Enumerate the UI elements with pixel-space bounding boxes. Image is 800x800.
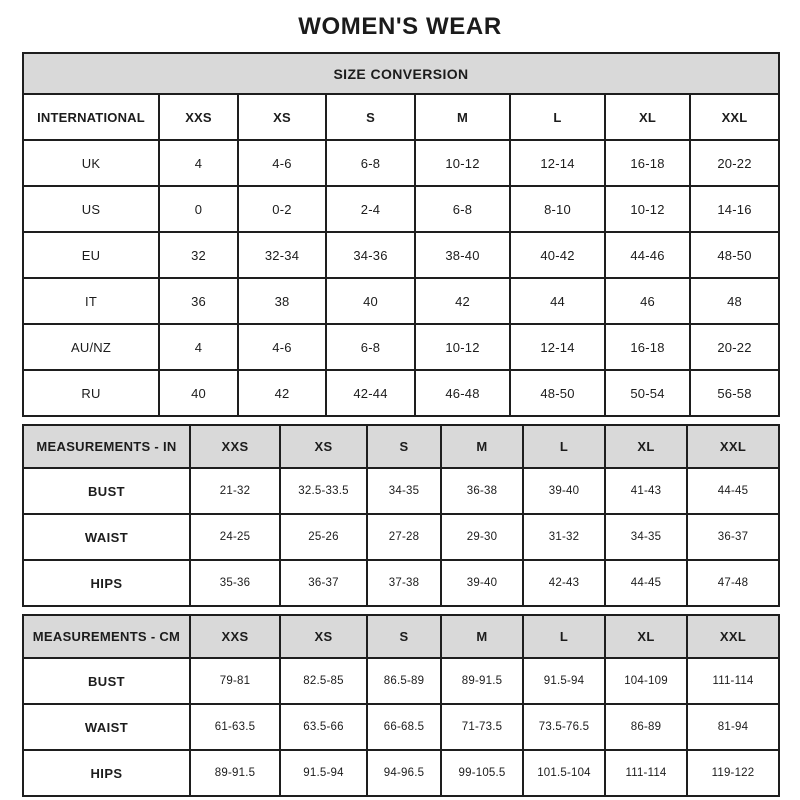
column-header-cell: XXS bbox=[159, 94, 238, 140]
column-header-row bbox=[23, 615, 779, 658]
value-cell: 6-8 bbox=[326, 140, 415, 186]
value-cell: 99-105.5 bbox=[441, 750, 523, 796]
value-cell: 4-6 bbox=[238, 324, 326, 370]
value-cell: 21-32 bbox=[190, 468, 280, 514]
row-label-cell: UK bbox=[23, 140, 159, 186]
value-cell: 32 bbox=[159, 232, 238, 278]
value-cell: 2-4 bbox=[326, 186, 415, 232]
column-header-cell: L bbox=[523, 425, 605, 468]
value-cell: 4-6 bbox=[238, 140, 326, 186]
value-cell: 79-81 bbox=[190, 658, 280, 704]
value-cell: 10-12 bbox=[605, 186, 690, 232]
value-cell: 14-16 bbox=[690, 186, 779, 232]
row-label-cell: WAIST bbox=[23, 704, 190, 750]
table-row bbox=[23, 750, 779, 796]
column-header-cell: XS bbox=[280, 615, 367, 658]
value-cell: 89-91.5 bbox=[190, 750, 280, 796]
table-row bbox=[23, 186, 779, 232]
column-header-cell: XXS bbox=[190, 615, 280, 658]
column-header-cell: XL bbox=[605, 615, 687, 658]
value-cell: 82.5-85 bbox=[280, 658, 367, 704]
table-row bbox=[23, 468, 779, 514]
column-header-cell: XS bbox=[280, 425, 367, 468]
value-cell: 35-36 bbox=[190, 560, 280, 606]
value-cell: 8-10 bbox=[510, 186, 605, 232]
value-cell: 37-38 bbox=[367, 560, 441, 606]
value-cell: 16-18 bbox=[605, 324, 690, 370]
value-cell: 44-45 bbox=[605, 560, 687, 606]
column-header-cell: M bbox=[441, 425, 523, 468]
value-cell: 4 bbox=[159, 140, 238, 186]
value-cell: 34-36 bbox=[326, 232, 415, 278]
value-cell: 42 bbox=[238, 370, 326, 416]
column-header-row bbox=[23, 94, 779, 140]
table-band-row bbox=[23, 53, 779, 94]
value-cell: 36-38 bbox=[441, 468, 523, 514]
table-row bbox=[23, 232, 779, 278]
table-row bbox=[23, 140, 779, 186]
value-cell: 89-91.5 bbox=[441, 658, 523, 704]
value-cell: 44-45 bbox=[687, 468, 779, 514]
table-row bbox=[23, 278, 779, 324]
row-label-header-cell: MEASUREMENTS - IN bbox=[23, 425, 190, 468]
value-cell: 40-42 bbox=[510, 232, 605, 278]
value-cell: 32.5-33.5 bbox=[280, 468, 367, 514]
table-row bbox=[23, 370, 779, 416]
column-header-cell: M bbox=[441, 615, 523, 658]
value-cell: 40 bbox=[326, 278, 415, 324]
value-cell: 29-30 bbox=[441, 514, 523, 560]
column-header-cell: S bbox=[326, 94, 415, 140]
value-cell: 25-26 bbox=[280, 514, 367, 560]
value-cell: 71-73.5 bbox=[441, 704, 523, 750]
column-header-cell: S bbox=[367, 425, 441, 468]
column-header-cell: M bbox=[415, 94, 510, 140]
value-cell: 46 bbox=[605, 278, 690, 324]
column-header-cell: L bbox=[523, 615, 605, 658]
value-cell: 40 bbox=[159, 370, 238, 416]
value-cell: 66-68.5 bbox=[367, 704, 441, 750]
column-header-cell: S bbox=[367, 615, 441, 658]
value-cell: 41-43 bbox=[605, 468, 687, 514]
value-cell: 36-37 bbox=[280, 560, 367, 606]
value-cell: 16-18 bbox=[605, 140, 690, 186]
value-cell: 48 bbox=[690, 278, 779, 324]
measurements-cm-table bbox=[22, 614, 780, 797]
value-cell: 81-94 bbox=[687, 704, 779, 750]
value-cell: 73.5-76.5 bbox=[523, 704, 605, 750]
value-cell: 32-34 bbox=[238, 232, 326, 278]
value-cell: 86-89 bbox=[605, 704, 687, 750]
value-cell: 6-8 bbox=[326, 324, 415, 370]
value-cell: 50-54 bbox=[605, 370, 690, 416]
value-cell: 12-14 bbox=[510, 140, 605, 186]
value-cell: 91.5-94 bbox=[523, 658, 605, 704]
value-cell: 91.5-94 bbox=[280, 750, 367, 796]
column-header-cell: XL bbox=[605, 94, 690, 140]
value-cell: 86.5-89 bbox=[367, 658, 441, 704]
row-label-cell: IT bbox=[23, 278, 159, 324]
value-cell: 61-63.5 bbox=[190, 704, 280, 750]
value-cell: 47-48 bbox=[687, 560, 779, 606]
value-cell: 56-58 bbox=[690, 370, 779, 416]
value-cell: 42-44 bbox=[326, 370, 415, 416]
row-label-cell: HIPS bbox=[23, 560, 190, 606]
value-cell: 44 bbox=[510, 278, 605, 324]
value-cell: 119-122 bbox=[687, 750, 779, 796]
value-cell: 4 bbox=[159, 324, 238, 370]
value-cell: 27-28 bbox=[367, 514, 441, 560]
value-cell: 0-2 bbox=[238, 186, 326, 232]
row-label-header-cell: MEASUREMENTS - CM bbox=[23, 615, 190, 658]
value-cell: 36-37 bbox=[687, 514, 779, 560]
table-row bbox=[23, 704, 779, 750]
value-cell: 38-40 bbox=[415, 232, 510, 278]
value-cell: 0 bbox=[159, 186, 238, 232]
size-conversion-table bbox=[22, 52, 780, 417]
row-label-cell: WAIST bbox=[23, 514, 190, 560]
value-cell: 42 bbox=[415, 278, 510, 324]
column-header-cell: XXL bbox=[687, 615, 779, 658]
value-cell: 20-22 bbox=[690, 324, 779, 370]
table-row bbox=[23, 560, 779, 606]
value-cell: 34-35 bbox=[367, 468, 441, 514]
value-cell: 39-40 bbox=[441, 560, 523, 606]
value-cell: 111-114 bbox=[605, 750, 687, 796]
value-cell: 31-32 bbox=[523, 514, 605, 560]
value-cell: 48-50 bbox=[510, 370, 605, 416]
value-cell: 101.5-104 bbox=[523, 750, 605, 796]
value-cell: 46-48 bbox=[415, 370, 510, 416]
column-header-cell: XXL bbox=[687, 425, 779, 468]
value-cell: 48-50 bbox=[690, 232, 779, 278]
row-label-cell: US bbox=[23, 186, 159, 232]
value-cell: 44-46 bbox=[605, 232, 690, 278]
value-cell: 34-35 bbox=[605, 514, 687, 560]
table-row bbox=[23, 324, 779, 370]
row-label-cell: BUST bbox=[23, 658, 190, 704]
size-conversion-body bbox=[23, 53, 779, 416]
value-cell: 36 bbox=[159, 278, 238, 324]
row-label-cell: BUST bbox=[23, 468, 190, 514]
row-label-header-cell: INTERNATIONAL bbox=[23, 94, 159, 140]
row-label-cell: AU/NZ bbox=[23, 324, 159, 370]
value-cell: 104-109 bbox=[605, 658, 687, 704]
column-header-row bbox=[23, 425, 779, 468]
column-header-cell: XXS bbox=[190, 425, 280, 468]
value-cell: 63.5-66 bbox=[280, 704, 367, 750]
row-label-cell: RU bbox=[23, 370, 159, 416]
row-label-cell: EU bbox=[23, 232, 159, 278]
value-cell: 24-25 bbox=[190, 514, 280, 560]
column-header-cell: XL bbox=[605, 425, 687, 468]
value-cell: 10-12 bbox=[415, 324, 510, 370]
table-section-title: SIZE CONVERSION bbox=[23, 53, 779, 94]
column-header-cell: L bbox=[510, 94, 605, 140]
measurements-in-table bbox=[22, 424, 780, 607]
table-row bbox=[23, 658, 779, 704]
page-title: WOMEN'S WEAR bbox=[298, 13, 502, 40]
value-cell: 42-43 bbox=[523, 560, 605, 606]
value-cell: 6-8 bbox=[415, 186, 510, 232]
row-label-cell: HIPS bbox=[23, 750, 190, 796]
column-header-cell: XXL bbox=[690, 94, 779, 140]
value-cell: 10-12 bbox=[415, 140, 510, 186]
value-cell: 12-14 bbox=[510, 324, 605, 370]
value-cell: 111-114 bbox=[687, 658, 779, 704]
value-cell: 94-96.5 bbox=[367, 750, 441, 796]
measurements-cm-body bbox=[23, 615, 779, 796]
value-cell: 20-22 bbox=[690, 140, 779, 186]
column-header-cell: XS bbox=[238, 94, 326, 140]
value-cell: 38 bbox=[238, 278, 326, 324]
measurements-in-body bbox=[23, 425, 779, 606]
value-cell: 39-40 bbox=[523, 468, 605, 514]
table-row bbox=[23, 514, 779, 560]
